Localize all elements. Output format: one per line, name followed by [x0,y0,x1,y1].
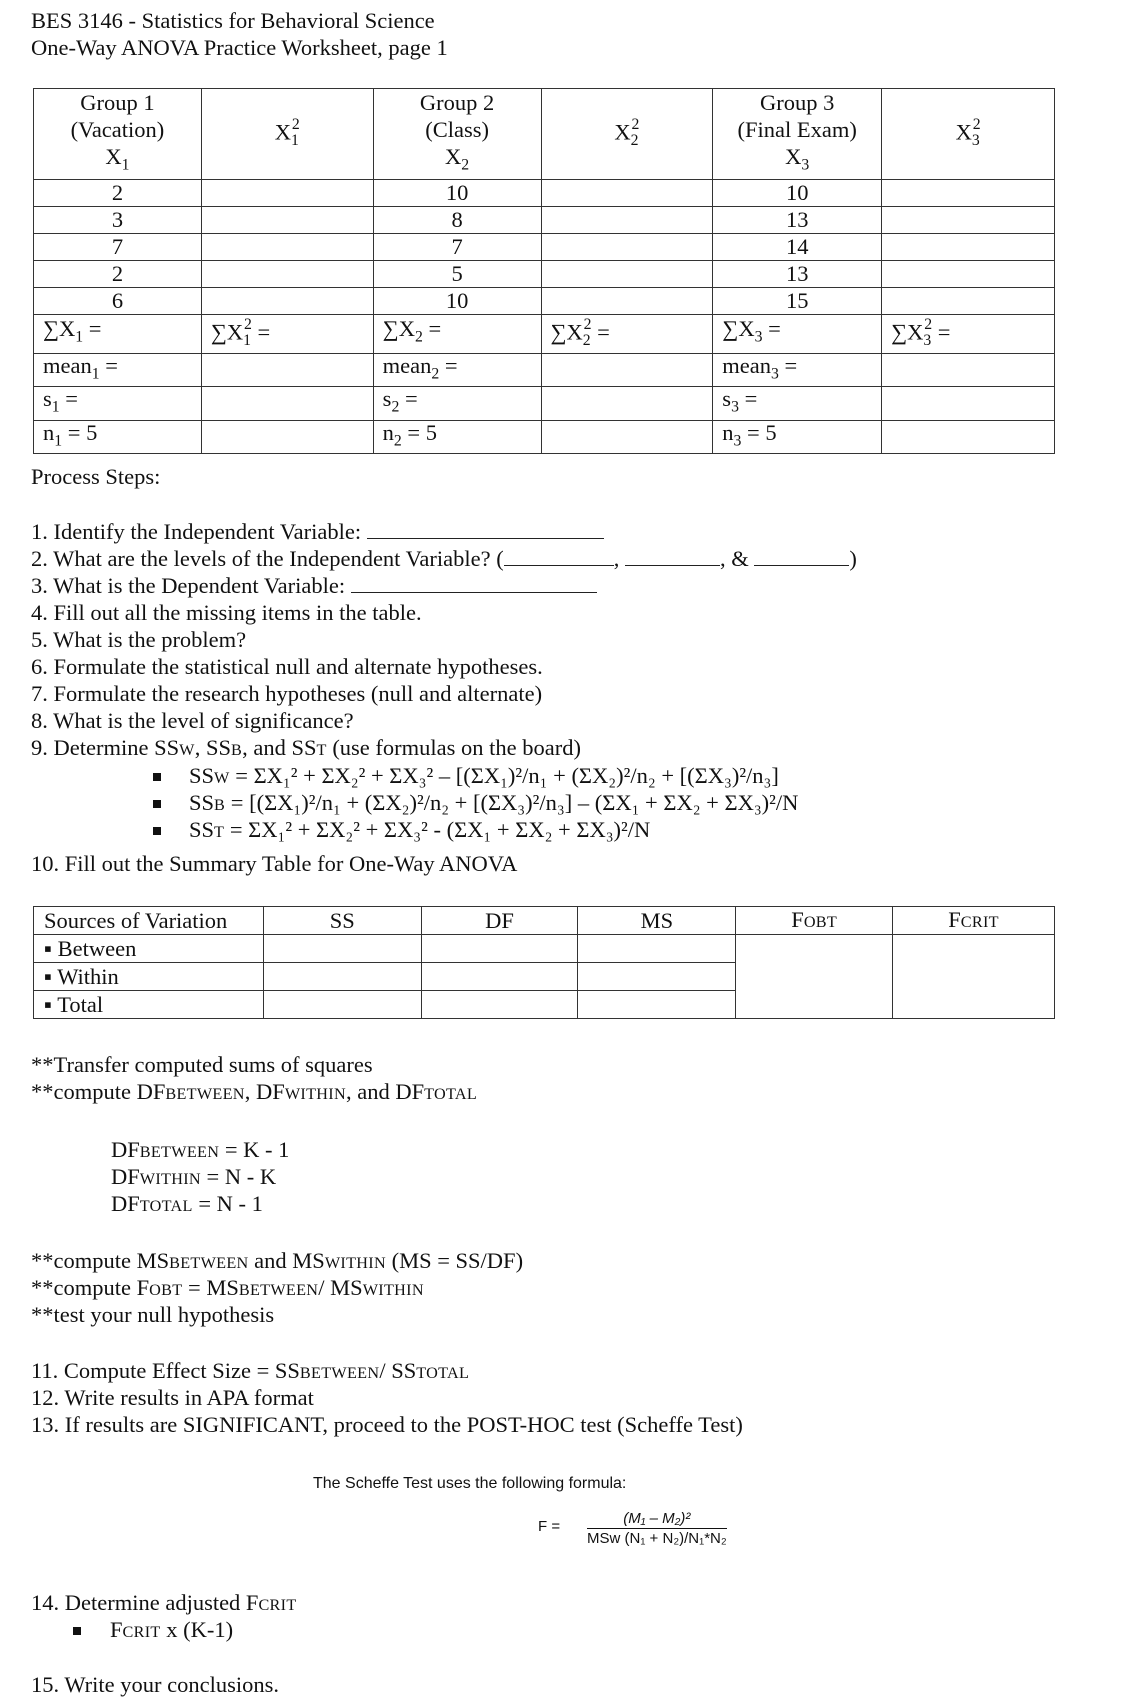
scheffe-denominator: MSw (N₁ + N₂)/N₁*N₂ [587,1530,727,1547]
between-label: ▪ Between [34,935,264,963]
x3-value: 15 [713,287,882,314]
mean-row [34,353,1055,387]
sum-x1-squared-cell[interactable]: $\sum X_1^2$ = [201,314,373,353]
scheffe-formula [587,1510,727,1547]
x2-squared-cell[interactable] [541,179,713,206]
x1-value: 7 [34,233,202,260]
x1-squared-cell[interactable] [201,206,373,233]
x2-squared-cell[interactable] [541,233,713,260]
table-row [34,287,1055,314]
adjusted-fcrit-formula: FCRIT x (K-1) [110,1617,234,1642]
data-table [33,88,1055,454]
df-between-cell[interactable] [421,935,578,963]
step-1: 1. Identify the Independent Variable: [31,518,604,545]
ss-within-cell[interactable] [263,963,421,991]
x3-value: 13 [713,260,882,287]
df-within-cell[interactable] [421,963,578,991]
x2-value: 8 [373,206,541,233]
level-3-blank[interactable] [754,545,849,566]
course-title: BES 3146 - Statistics for Behavioral Science [31,8,435,33]
x1-squared-cell[interactable] [201,260,373,287]
x2-squared-cell[interactable] [541,260,713,287]
sum-x2-squared-cell[interactable]: $\sum X_2^2$ = [541,314,713,353]
ss-between-cell[interactable] [263,935,421,963]
s1-cell[interactable]: $s_1$ = [34,387,202,421]
mean2-cell[interactable]: mean$_2$ = [373,353,541,387]
scheffe-intro: The Scheffe Test uses the following formula: [313,1475,627,1492]
dependent-variable-blank[interactable] [351,572,597,593]
sd-row [34,387,1055,421]
step-2: 2. What are the levels of the Independent Variable? ( , , & ) [31,546,857,571]
level-1-blank[interactable] [504,545,614,566]
x1-value: 2 [34,179,202,206]
sum-x1-cell[interactable]: $\sum X_1$ = [34,314,202,353]
df-between-formula: DFBETWEEN = K - 1 [111,1137,290,1162]
independent-variable-blank[interactable] [367,518,604,539]
x2-value: 5 [373,260,541,287]
df-within-formula: DFWITHIN = N - K [111,1164,277,1189]
x3-squared-cell[interactable] [882,179,1055,206]
note-compute-df: **compute DFBETWEEN, DFWITHIN, and DFTOTAL [31,1079,478,1104]
group1-header: Group 1 (Vacation) $X_1$ [34,89,202,180]
n1-cell: $n_1 = 5$ [34,420,202,454]
x1-value: 6 [34,287,202,314]
within-label: ▪ Within [34,963,264,991]
anova-summary-table [33,906,1055,1019]
ms-total-cell [578,991,736,1019]
n-row [34,420,1055,454]
step-10: 10. Fill out the Summary Table for One-Way ANOVA [31,851,518,876]
table-row [34,179,1055,206]
x1-squared-cell[interactable] [201,179,373,206]
n3-cell: $n_3 = 5$ [713,420,882,454]
step-7: 7. Formulate the research hypotheses (null and alternate) [31,681,543,706]
ss-header: SS [263,907,421,935]
note-transfer-ss: **Transfer computed sums of squares [31,1052,373,1077]
x1-value: 2 [34,260,202,287]
ssw-formula: SSW = ΣX₁² + ΣX₂² + ΣX₃² – [(ΣX₁)²/n₁ + (ΣX₂)²/n₂ + [(ΣX₃)²/n₃] [189,763,779,788]
group3-squared-header: $X_3^2$ [882,89,1055,180]
sum-x2-cell[interactable]: $\sum X_2$ = [373,314,541,353]
step-15: 15. Write your conclusions. [31,1672,280,1697]
sum-x3-cell[interactable]: $\sum X_3$ = [713,314,882,353]
total-label: ▪ Total [34,991,264,1019]
bullet-icon [73,1627,81,1635]
x1-value: 3 [34,206,202,233]
df-total-formula: DFTOTAL = N - 1 [111,1191,263,1216]
step-8: 8. What is the level of significance? [31,708,354,733]
ms-header: MS [578,907,736,935]
bullet-icon [153,827,161,835]
sum-x3-squared-cell[interactable]: $\sum X_3^2$ = [882,314,1055,353]
scheffe-f-label: F = [538,1518,561,1535]
n2-cell: $n_2 = 5$ [373,420,541,454]
step-5: 5. What is the problem? [31,627,247,652]
step-9: 9. Determine SSW, SSB, and SST (use formulas on the board) [31,735,581,760]
ms-within-cell[interactable] [578,963,736,991]
step-14: 14. Determine adjusted FCRIT [31,1590,297,1615]
sum-row [34,314,1055,353]
table-header-row [34,89,1055,180]
fcrit-header: FCRIT [893,907,1055,935]
step-4: 4. Fill out all the missing items in the table. [31,600,422,625]
s2-cell[interactable]: $s_2$ = [373,387,541,421]
note-compute-fobt: **compute FOBT = MSBETWEEN/ MSWITHIN [31,1275,424,1300]
df-header: DF [421,907,578,935]
fcrit-cell[interactable] [893,935,1055,1019]
sources-header: Sources of Variation [34,907,264,935]
note-test-null: **test your null hypothesis [31,1302,275,1327]
x3-value: 10 [713,179,882,206]
x2-squared-cell[interactable] [541,287,713,314]
group3-header: Group 3 (Final Exam) $X_3$ [713,89,882,180]
x3-squared-cell[interactable] [882,233,1055,260]
step-3: 3. What is the Dependent Variable: [31,572,597,599]
step-13: 13. If results are SIGNIFICANT, proceed to the POST-HOC test (Scheffe Test) [31,1412,743,1437]
x3-value: 14 [713,233,882,260]
x1-squared-cell[interactable] [201,233,373,260]
level-2-blank[interactable] [625,545,720,566]
summary-header-row [34,907,1055,935]
table-row [34,233,1055,260]
s3-cell[interactable]: $s_3$ = [713,387,882,421]
step-6: 6. Formulate the statistical null and alternate hypotheses. [31,654,543,679]
group1-squared-header: $X_1^2$ [201,89,373,180]
x2-squared-cell[interactable] [541,206,713,233]
scheffe-numerator: (M₁ – M₂)² [587,1510,727,1529]
x3-squared-cell[interactable] [882,206,1055,233]
note-compute-ms: **compute MSBETWEEN and MSWITHIN (MS = SS/DF) [31,1248,524,1273]
worksheet-title: One-Way ANOVA Practice Worksheet, page 1 [31,35,448,60]
x3-squared-cell[interactable] [882,260,1055,287]
ms-between-cell[interactable] [578,935,736,963]
group2-squared-header: $X_2^2$ [541,89,713,180]
ssb-formula: SSB = [(ΣX₁)²/n₁ + (ΣX₂)²/n₂ + [(ΣX₃)²/n₃] – (ΣX₁ + ΣX₂ + ΣX₃)²/N [189,790,799,815]
mean1-cell[interactable]: mean$_1$ = [34,353,202,387]
fobt-cell[interactable] [736,935,893,1019]
group2-header: Group 2 (Class) $X_2$ [373,89,541,180]
fobt-header: FOBT [736,907,893,935]
mean3-cell[interactable]: mean$_3$ = [713,353,882,387]
x2-value: 7 [373,233,541,260]
x3-squared-cell[interactable] [882,287,1055,314]
process-steps-heading: Process Steps: [31,464,161,489]
step-12: 12. Write results in APA format [31,1385,314,1410]
table-row [34,935,1055,963]
x2-value: 10 [373,287,541,314]
x2-value: 10 [373,179,541,206]
sst-formula: SST = ΣX₁² + ΣX₂² + ΣX₃² - (ΣX₁ + ΣX₂ + ΣX₃)²/N [189,817,651,842]
df-total-cell[interactable] [421,991,578,1019]
table-row [34,260,1055,287]
x1-squared-cell[interactable] [201,287,373,314]
x3-value: 13 [713,206,882,233]
bullet-icon [153,800,161,808]
bullet-icon [153,773,161,781]
table-row [34,206,1055,233]
step-11: 11. Compute Effect Size = SSBETWEEN/ SSTOTAL [31,1358,470,1383]
ss-total-cell[interactable] [263,991,421,1019]
